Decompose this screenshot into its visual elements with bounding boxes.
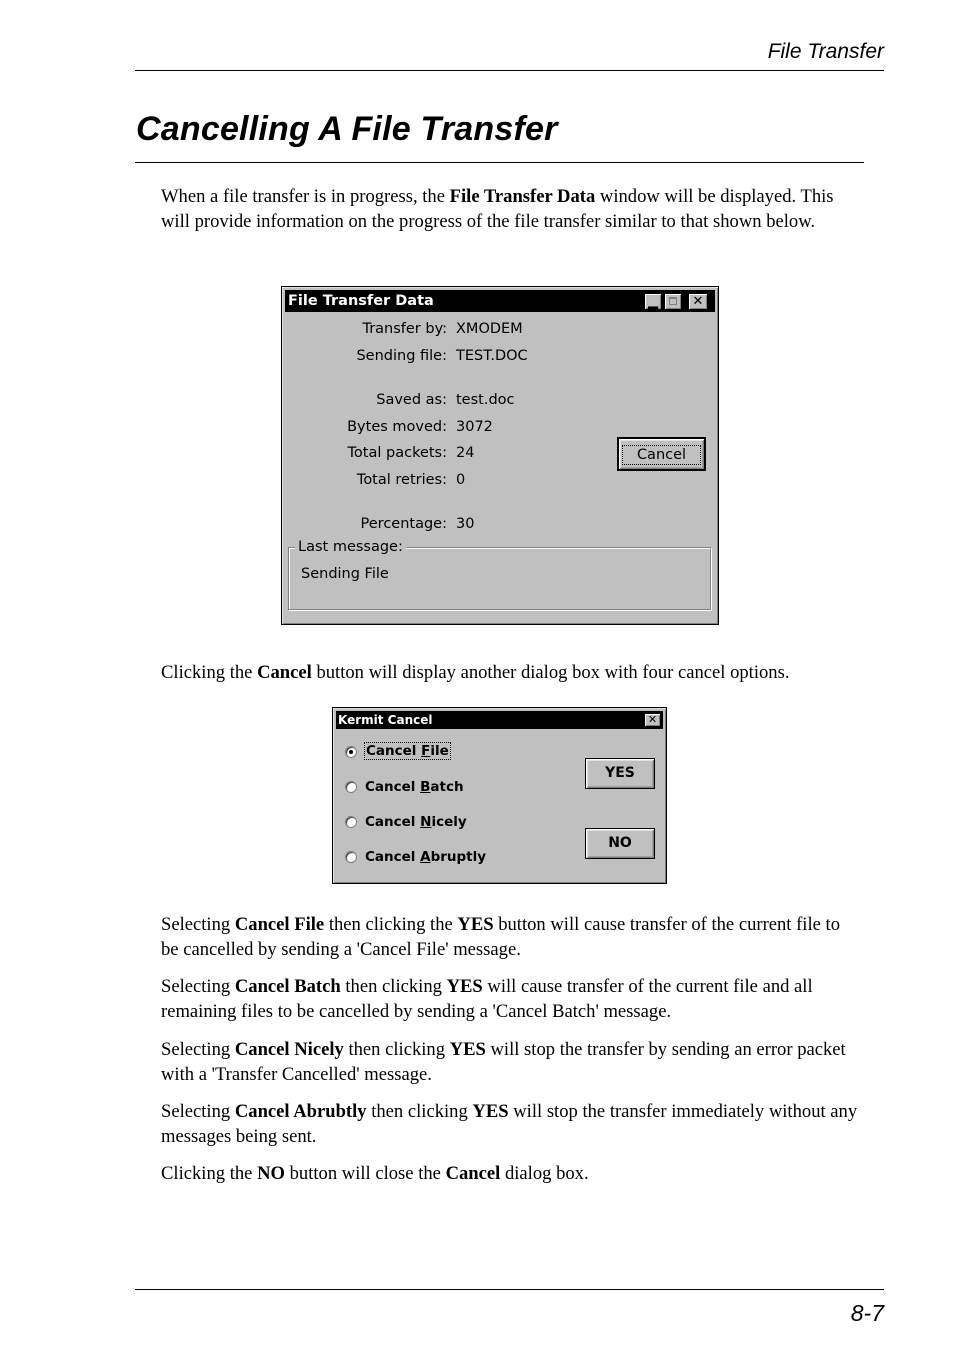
cancel-para-text-2: button will display another dialog box with four cancel options. (311, 662, 790, 683)
cancel-button[interactable] (617, 437, 706, 471)
kc-close-button[interactable] (644, 713, 661, 727)
header-rule (135, 70, 884, 71)
saved-as-label: Saved as: (376, 392, 447, 408)
minimize-button[interactable] (644, 293, 662, 310)
para-text: Clicking the (161, 1163, 258, 1184)
option-text: icely (431, 814, 467, 830)
bytes-moved-value: 3072 (456, 419, 493, 435)
option-text: Cancel (365, 779, 421, 795)
cancel-file-paragraph (161, 913, 861, 962)
option-text: Cancel (365, 814, 421, 830)
radio-cancel-abruptly[interactable] (345, 851, 357, 863)
cancel-paragraph (161, 661, 861, 686)
para-bold: YES (472, 1101, 509, 1122)
kc-title-bar[interactable] (336, 711, 663, 729)
total-retries-label: Total retries: (356, 472, 447, 488)
running-header: File Transfer (767, 40, 884, 63)
option-text: Cancel (366, 743, 422, 759)
radio-cancel-batch[interactable] (345, 781, 357, 793)
cancel-abruptly-paragraph (161, 1100, 861, 1149)
ftd-title: File Transfer Data (288, 293, 434, 309)
transfer-by-value: XMODEM (456, 321, 523, 337)
para-text: button will close the (284, 1163, 446, 1184)
option-cancel-nicely[interactable] (365, 814, 467, 830)
para-text: then clicking (366, 1101, 473, 1122)
kermit-cancel-window (332, 707, 667, 884)
option-mnemonic: F (421, 743, 431, 759)
intro-text-1: When a file transfer is in progress, the (161, 186, 450, 207)
close-icon: ✕ (647, 713, 658, 726)
para-bold: YES (449, 1039, 486, 1060)
page-number: 8-7 (850, 1300, 884, 1326)
percentage-value: 30 (456, 516, 475, 532)
transfer-by-label: Transfer by: (362, 321, 447, 337)
intro-bold: File Transfer Data (449, 186, 596, 207)
para-bold: Cancel Batch (234, 976, 341, 997)
para-text: then clicking (343, 1039, 450, 1060)
intro-text-2: window will be displayed. This will provide information on the progress of the file transfer similar to that shown below. (161, 186, 834, 232)
yes-button[interactable]: YES (585, 758, 655, 789)
option-text: Cancel (365, 849, 421, 865)
maximize-icon (669, 297, 677, 305)
maximize-button[interactable] (664, 293, 682, 310)
para-bold: Cancel (445, 1163, 501, 1184)
option-cancel-file[interactable] (364, 743, 451, 759)
ftd-title-bar[interactable] (285, 290, 715, 312)
sending-file-label: Sending file: (356, 348, 447, 364)
cancel-para-text-1: Clicking the (161, 662, 258, 683)
close-button[interactable] (688, 293, 708, 310)
minimize-icon: ▂ (648, 296, 658, 311)
para-bold: YES (446, 976, 483, 997)
option-cancel-batch[interactable] (365, 779, 464, 795)
option-cancel-file-focus (364, 742, 451, 760)
footer-rule (135, 1289, 884, 1290)
cancel-nicely-paragraph (161, 1038, 861, 1087)
para-text: Selecting (161, 1039, 235, 1060)
option-mnemonic: N (420, 814, 432, 830)
cancel-batch-paragraph (161, 975, 861, 1024)
para-bold: Cancel File (234, 914, 325, 935)
cancel-button-label: Cancel (622, 445, 701, 465)
radio-cancel-nicely[interactable] (345, 816, 357, 828)
para-text: will stop the transfer immediately without any messages being sent. (161, 1101, 858, 1147)
page-title: Cancelling A File Transfer (136, 110, 558, 148)
para-bold: YES (457, 914, 494, 935)
no-button-paragraph (161, 1162, 861, 1187)
para-text: Selecting (161, 914, 235, 935)
kc-title: Kermit Cancel (338, 713, 433, 727)
para-text: dialog box. (500, 1163, 589, 1184)
option-text: ile (430, 743, 449, 759)
para-text: Selecting (161, 1101, 235, 1122)
radio-cancel-file[interactable] (345, 746, 357, 758)
cancel-para-bold: Cancel (257, 662, 312, 683)
total-retries-value: 0 (456, 472, 466, 488)
sending-file-value: TEST.DOC (456, 348, 528, 364)
total-packets-label: Total packets: (347, 445, 447, 461)
option-cancel-abruptly[interactable] (365, 849, 486, 865)
para-text: then clicking (340, 976, 447, 997)
para-bold: Cancel Nicely (234, 1039, 344, 1060)
para-text: then clicking the (324, 914, 458, 935)
para-text: Selecting (161, 976, 235, 997)
file-transfer-data-window (281, 286, 719, 625)
option-mnemonic: A (420, 849, 431, 865)
option-mnemonic: B (420, 779, 431, 795)
percentage-label: Percentage: (360, 516, 447, 532)
total-packets-value: 24 (456, 445, 475, 461)
option-text: bruptly (430, 849, 487, 865)
intro-paragraph (161, 185, 861, 234)
last-message-label: Last message: (295, 539, 406, 555)
title-rule (135, 162, 864, 163)
bytes-moved-label: Bytes moved: (347, 419, 447, 435)
para-text: button will cause transfer of the current file to be cancelled by sending a 'Cancel File' message. (161, 914, 841, 960)
last-message-value: Sending File (301, 566, 389, 582)
para-text: will cause transfer of the current file and all remaining files to be cancelled by sending a 'Cancel Batch' message. (161, 976, 813, 1022)
option-text: atch (430, 779, 464, 795)
saved-as-value: test.doc (456, 392, 515, 408)
close-icon: ✕ (692, 294, 704, 309)
para-text: will stop the transfer by sending an error packet with a 'Transfer Cancelled' message. (161, 1039, 846, 1085)
para-bold: NO (257, 1163, 285, 1184)
para-bold: Cancel Abrubtly (234, 1101, 367, 1122)
no-button[interactable]: NO (585, 828, 655, 859)
